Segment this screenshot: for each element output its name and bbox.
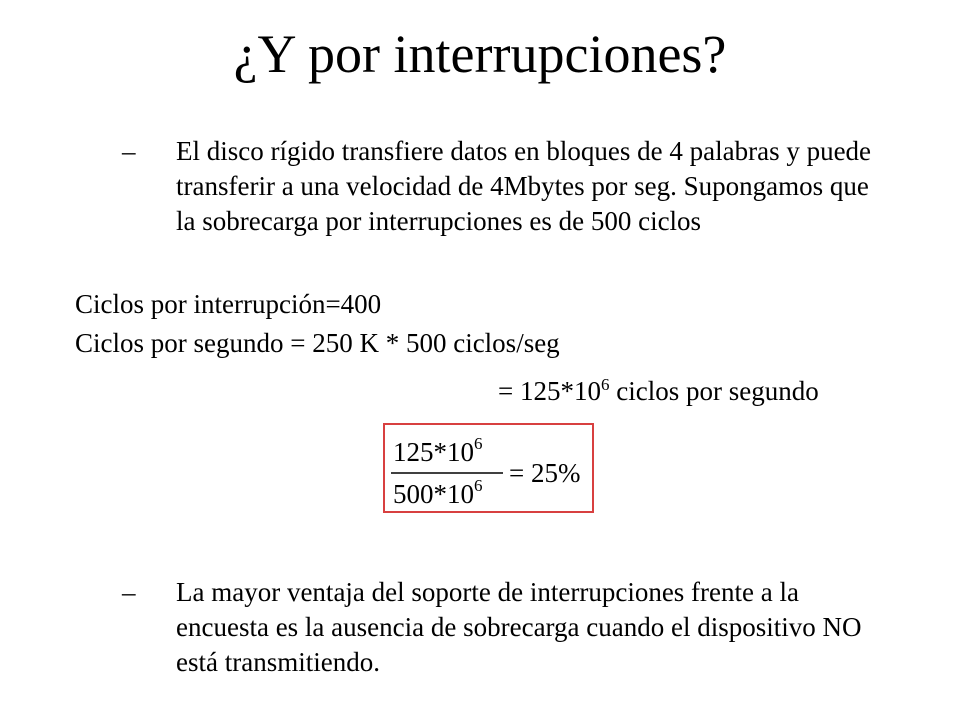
denominator-exponent: 6	[474, 476, 483, 495]
denominator-base: 500*10	[393, 479, 474, 509]
bullet-text: La mayor ventaja del soporte de interrupciones frente a la encuesta es la ausencia de sobrecarga cuando el dispositivo NO está transmitiendo.	[176, 577, 862, 677]
svg-text:500*106	[393, 476, 483, 509]
numerator-base: 125*10	[393, 437, 474, 467]
bullet-dash: –	[122, 136, 136, 166]
cycles-result-line	[498, 367, 819, 409]
cycles-result-prefix: = 125*10	[498, 376, 601, 406]
cycles-per-second-line: Ciclos por segundo = 250 K * 500 ciclos/seg	[75, 328, 560, 358]
cycles-result-exponent: 6	[600, 375, 610, 394]
fraction-formula	[385, 425, 592, 511]
bullet-dash: –	[122, 577, 136, 607]
formula-result: = 25%	[509, 458, 581, 488]
slide-title: ¿Y por interrupciones?	[233, 24, 727, 84]
cycles-per-interrupt-line: Ciclos por interrupción=400	[75, 289, 382, 319]
cycles-result-suffix: ciclos por segundo	[609, 376, 819, 406]
bullet-text: El disco rígido transfiere datos en bloques de 4 palabras y puede transferir a una velocidad de 4Mbytes por seg. Supongamos que la sobrecarga por interrupciones es de 500 ciclos	[176, 136, 872, 236]
bullet-disk-transfer	[122, 134, 892, 239]
bullet-interrupt-advantage	[122, 575, 892, 680]
numerator-exponent: 6	[474, 434, 483, 453]
svg-text:125*106	[393, 434, 483, 467]
formula-box	[383, 423, 594, 513]
